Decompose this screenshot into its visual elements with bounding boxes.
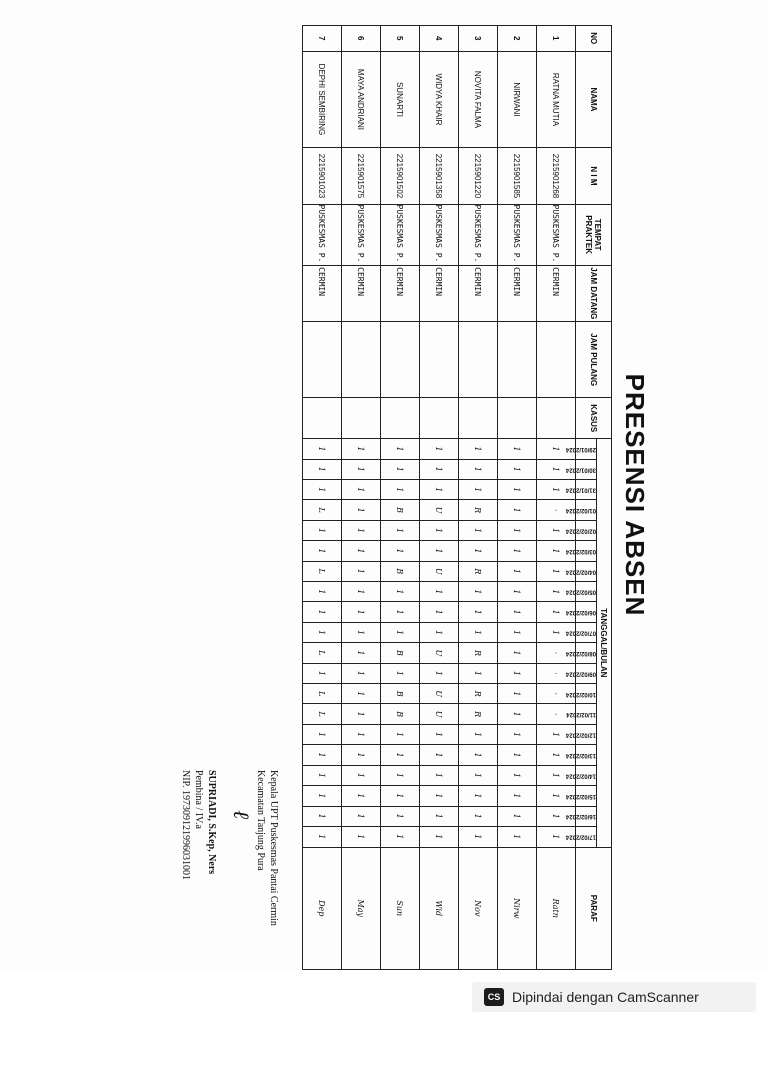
- header-nim: N I M: [576, 148, 612, 204]
- attendance-mark: 1: [303, 724, 342, 744]
- attendance-mark: 1: [459, 602, 498, 622]
- attendance-mark: 1: [498, 704, 537, 724]
- table-row: [342, 26, 381, 970]
- attendance-mark: L: [303, 704, 342, 724]
- attendance-mark: 1: [381, 745, 420, 765]
- row-jam-pulang: [459, 321, 498, 398]
- row-tempat: PUSKESMAS P. CERMIN: [498, 204, 537, 265]
- attendance-mark: 1: [303, 602, 342, 622]
- row-no: 4: [420, 26, 459, 52]
- attendance-mark: 1: [498, 826, 537, 847]
- attendance-mark: L: [303, 643, 342, 663]
- attendance-mark: 1: [303, 663, 342, 683]
- row-kasus: [420, 398, 459, 439]
- attendance-mark: B: [381, 500, 420, 520]
- attendance-mark: L: [303, 561, 342, 581]
- attendance-mark: 1: [537, 622, 576, 642]
- header-kasus: KASUS: [576, 398, 612, 439]
- row-nama: NIRWANI: [498, 51, 537, 148]
- attendance-mark: 1: [303, 439, 342, 459]
- attendance-mark: 1: [381, 663, 420, 683]
- attendance-mark: 1: [537, 745, 576, 765]
- date-header-18: 16/02/2024: [576, 806, 597, 826]
- attendance-mark: 1: [459, 622, 498, 642]
- attendance-mark: U: [420, 704, 459, 724]
- row-tempat: PUSKESMAS P. CERMIN: [303, 204, 342, 265]
- date-header-1: 30/01/2024: [576, 459, 597, 479]
- row-nim: 2215901220: [459, 148, 498, 204]
- row-nama: MAYA ANDRIANI: [342, 51, 381, 148]
- row-nama: SUNARTI: [381, 51, 420, 148]
- attendance-mark: 1: [498, 561, 537, 581]
- attendance-mark: ·: [537, 663, 576, 683]
- date-header-12: 10/02/2024: [576, 684, 597, 704]
- attendance-mark: 1: [381, 439, 420, 459]
- row-nama: WIDYA KHAIR: [420, 51, 459, 148]
- header-paraf: PARAF: [576, 847, 612, 970]
- attendance-mark: 1: [459, 765, 498, 785]
- attendance-mark: 1: [420, 745, 459, 765]
- row-no: 7: [303, 26, 342, 52]
- date-header-8: 06/02/2024: [576, 602, 597, 622]
- row-tempat: PUSKESMAS P. CERMIN: [342, 204, 381, 265]
- header-no: NO: [576, 26, 612, 52]
- date-header-9: 07/02/2024: [576, 622, 597, 642]
- row-kasus: [342, 398, 381, 439]
- attendance-mark: 1: [498, 541, 537, 561]
- attendance-mark: 1: [498, 745, 537, 765]
- attendance-mark: 1: [459, 724, 498, 744]
- attendance-mark: 1: [303, 480, 342, 500]
- row-no: 2: [498, 26, 537, 52]
- attendance-mark: 1: [459, 806, 498, 826]
- attendance-mark: 1: [303, 582, 342, 602]
- attendance-sheet: [270, 20, 660, 970]
- row-no: 6: [342, 26, 381, 52]
- attendance-mark: 1: [303, 520, 342, 540]
- attendance-mark: 1: [342, 459, 381, 479]
- attendance-mark: 1: [420, 602, 459, 622]
- row-jam-pulang: [537, 321, 576, 398]
- attendance-mark: 1: [381, 602, 420, 622]
- attendance-mark: 1: [459, 663, 498, 683]
- attendance-mark: 1: [537, 724, 576, 744]
- attendance-mark: 1: [381, 582, 420, 602]
- attendance-mark: 1: [303, 622, 342, 642]
- attendance-mark: 1: [381, 480, 420, 500]
- attendance-mark: 1: [459, 439, 498, 459]
- header-tempat: TEMPAT PRAKTEK: [576, 204, 612, 265]
- row-no: 5: [381, 26, 420, 52]
- attendance-mark: 1: [420, 582, 459, 602]
- attendance-mark: 1: [381, 786, 420, 806]
- row-kasus: [459, 398, 498, 439]
- attendance-mark: U: [420, 684, 459, 704]
- row-nim: 2215901585: [498, 148, 537, 204]
- attendance-mark: B: [381, 704, 420, 724]
- attendance-mark: 1: [420, 622, 459, 642]
- attendance-mark: 1: [498, 602, 537, 622]
- attendance-mark: 1: [420, 480, 459, 500]
- row-nama: DEPHI SEMBIRING: [303, 51, 342, 148]
- attendance-mark: 1: [381, 724, 420, 744]
- row-kasus: [303, 398, 342, 439]
- attendance-mark: 1: [498, 480, 537, 500]
- row-paraf-signature: Ratn: [537, 847, 576, 970]
- signature-block: [150, 770, 280, 1080]
- attendance-mark: 1: [381, 541, 420, 561]
- attendance-mark: 1: [498, 786, 537, 806]
- date-header-6: 04/02/2024: [576, 561, 597, 581]
- date-header-16: 14/02/2024: [576, 765, 597, 785]
- date-header-11: 09/02/2024: [576, 663, 597, 683]
- row-jam-pulang: [381, 321, 420, 398]
- attendance-mark: 1: [537, 582, 576, 602]
- attendance-mark: ·: [537, 643, 576, 663]
- attendance-mark: 1: [303, 765, 342, 785]
- attendance-mark: 1: [498, 765, 537, 785]
- attendance-mark: 1: [498, 439, 537, 459]
- attendance-mark: B: [381, 684, 420, 704]
- row-tempat: PUSKESMAS P. CERMIN: [420, 204, 459, 265]
- attendance-mark: 1: [303, 786, 342, 806]
- attendance-mark: 1: [342, 643, 381, 663]
- attendance-mark: 1: [303, 541, 342, 561]
- attendance-body: [303, 26, 576, 970]
- row-kasus: [498, 398, 537, 439]
- attendance-mark: 1: [342, 684, 381, 704]
- header-jam-datang: JAM DATANG: [576, 265, 612, 321]
- attendance-mark: 1: [459, 520, 498, 540]
- row-jam-pulang: [498, 321, 537, 398]
- attendance-mark: 1: [303, 826, 342, 847]
- attendance-mark: 1: [342, 745, 381, 765]
- attendance-mark: 1: [537, 786, 576, 806]
- date-header-14: 12/02/2024: [576, 724, 597, 744]
- attendance-mark: 1: [381, 826, 420, 847]
- row-paraf-signature: Nov: [459, 847, 498, 970]
- date-header-19: 17/02/2024: [576, 826, 597, 847]
- attendance-mark: 1: [342, 520, 381, 540]
- table-row: [381, 26, 420, 970]
- camscanner-watermark: [472, 982, 756, 1012]
- attendance-mark: R: [459, 561, 498, 581]
- attendance-mark: 1: [420, 826, 459, 847]
- attendance-mark: 1: [498, 806, 537, 826]
- attendance-mark: 1: [420, 765, 459, 785]
- attendance-mark: 1: [381, 459, 420, 479]
- attendance-mark: 1: [342, 602, 381, 622]
- row-kasus: [381, 398, 420, 439]
- attendance-mark: 1: [459, 541, 498, 561]
- attendance-mark: 1: [420, 806, 459, 826]
- attendance-mark: 1: [342, 541, 381, 561]
- camscanner-logo-icon: CS: [484, 988, 504, 1006]
- table-row: [537, 26, 576, 970]
- attendance-mark: 1: [498, 622, 537, 642]
- signer-rank: Pembina / IV.a: [193, 770, 204, 829]
- attendance-mark: 1: [459, 826, 498, 847]
- attendance-mark: 1: [537, 826, 576, 847]
- row-no: 1: [537, 26, 576, 52]
- attendance-mark: 1: [498, 582, 537, 602]
- date-header-17: 15/02/2024: [576, 786, 597, 806]
- row-paraf-signature: Sun: [381, 847, 420, 970]
- attendance-mark: ·: [537, 500, 576, 520]
- attendance-mark: 1: [381, 765, 420, 785]
- attendance-mark: 1: [420, 786, 459, 806]
- attendance-mark: 1: [303, 806, 342, 826]
- attendance-mark: 1: [537, 459, 576, 479]
- attendance-mark: R: [459, 704, 498, 724]
- row-tempat: PUSKESMAS P. CERMIN: [381, 204, 420, 265]
- row-no: 3: [459, 26, 498, 52]
- date-header-15: 13/02/2024: [576, 745, 597, 765]
- row-nama: NOVITA FALMA: [459, 51, 498, 148]
- row-tempat: PUSKESMAS P. CERMIN: [537, 204, 576, 265]
- row-paraf-signature: Nirw: [498, 847, 537, 970]
- attendance-mark: 1: [537, 765, 576, 785]
- attendance-mark: 1: [342, 500, 381, 520]
- row-nim: 2215901575: [342, 148, 381, 204]
- attendance-mark: 1: [537, 541, 576, 561]
- attendance-mark: 1: [303, 459, 342, 479]
- attendance-mark: U: [420, 561, 459, 581]
- header-row-top: [597, 26, 612, 970]
- row-paraf-signature: May: [342, 847, 381, 970]
- attendance-mark: 1: [498, 724, 537, 744]
- attendance-mark: 1: [498, 663, 537, 683]
- attendance-mark: 1: [381, 520, 420, 540]
- attendance-mark: 1: [303, 745, 342, 765]
- attendance-mark: 1: [498, 684, 537, 704]
- attendance-mark: 1: [381, 622, 420, 642]
- table-row: [459, 26, 498, 970]
- date-header-7: 05/02/2024: [576, 582, 597, 602]
- attendance-mark: R: [459, 684, 498, 704]
- attendance-mark: 1: [459, 459, 498, 479]
- attendance-mark: 1: [459, 480, 498, 500]
- row-paraf-signature: Dep: [303, 847, 342, 970]
- camscanner-text: Dipindai dengan CamScanner: [512, 989, 699, 1005]
- attendance-mark: 1: [420, 520, 459, 540]
- table-row: [420, 26, 459, 970]
- attendance-mark: 1: [498, 459, 537, 479]
- row-jam-pulang: [303, 321, 342, 398]
- attendance-mark: R: [459, 643, 498, 663]
- attendance-mark: L: [303, 684, 342, 704]
- row-tempat: PUSKESMAS P. CERMIN: [459, 204, 498, 265]
- attendance-mark: 1: [420, 459, 459, 479]
- attendance-mark: 1: [498, 500, 537, 520]
- attendance-mark: U: [420, 500, 459, 520]
- row-nim: 2215901268: [537, 148, 576, 204]
- attendance-mark: 1: [459, 582, 498, 602]
- attendance-mark: 1: [342, 622, 381, 642]
- attendance-mark: 1: [537, 602, 576, 622]
- attendance-mark: R: [459, 500, 498, 520]
- attendance-mark: 1: [537, 480, 576, 500]
- table-row: [303, 26, 342, 970]
- table-row: [498, 26, 537, 970]
- date-header-5: 03/02/2024: [576, 541, 597, 561]
- attendance-mark: 1: [459, 786, 498, 806]
- signer-office: Kepala UPT Puskesmas Pantai Cermin: [268, 770, 279, 926]
- attendance-mark: 1: [342, 663, 381, 683]
- date-header-3: 01/02/2024: [576, 500, 597, 520]
- attendance-mark: 1: [537, 520, 576, 540]
- row-nim: 2215901502: [381, 148, 420, 204]
- attendance-mark: B: [381, 643, 420, 663]
- row-nim: 2215901023: [303, 148, 342, 204]
- attendance-mark: 1: [342, 826, 381, 847]
- attendance-mark: 1: [342, 765, 381, 785]
- attendance-table: [302, 25, 612, 970]
- date-header-10: 08/02/2024: [576, 643, 597, 663]
- header-nama: NAMA: [576, 51, 612, 148]
- attendance-mark: 1: [342, 582, 381, 602]
- attendance-mark: 1: [381, 806, 420, 826]
- attendance-mark: ·: [537, 704, 576, 724]
- attendance-mark: 1: [420, 663, 459, 683]
- attendance-mark: 1: [420, 724, 459, 744]
- attendance-mark: 1: [342, 439, 381, 459]
- attendance-mark: 1: [537, 439, 576, 459]
- attendance-mark: 1: [420, 541, 459, 561]
- row-nama: RATNA MUTIA: [537, 51, 576, 148]
- row-kasus: [537, 398, 576, 439]
- row-paraf-signature: Wid: [420, 847, 459, 970]
- attendance-mark: U: [420, 643, 459, 663]
- attendance-mark: 1: [342, 806, 381, 826]
- attendance-mark: 1: [498, 643, 537, 663]
- attendance-mark: 1: [342, 561, 381, 581]
- attendance-mark: B: [381, 561, 420, 581]
- row-jam-pulang: [420, 321, 459, 398]
- attendance-mark: 1: [498, 520, 537, 540]
- attendance-mark: L: [303, 500, 342, 520]
- date-header-2: 31/01/2024: [576, 480, 597, 500]
- header-jam-pulang: JAM PULANG: [576, 321, 612, 398]
- date-header-13: 11/02/2024: [576, 704, 597, 724]
- attendance-mark: ·: [537, 684, 576, 704]
- attendance-mark: 1: [342, 724, 381, 744]
- date-header-4: 02/02/2024: [576, 520, 597, 540]
- attendance-mark: 1: [537, 561, 576, 581]
- attendance-mark: 1: [537, 806, 576, 826]
- signer-district: Kecamatan Tanjung Pura: [255, 770, 266, 871]
- page-title: PRESENSI ABSEN: [620, 373, 650, 617]
- row-jam-pulang: [342, 321, 381, 398]
- date-header-0: 29/01/2024: [576, 439, 597, 459]
- handwritten-signature: ℓ: [228, 810, 253, 820]
- attendance-mark: 1: [342, 704, 381, 724]
- signer-name: SUPRIADI, S.Kep, Ners: [206, 770, 217, 875]
- header-tanggal: TANGGAL/BULAN: [597, 439, 612, 847]
- attendance-mark: 1: [342, 480, 381, 500]
- attendance-mark: 1: [459, 745, 498, 765]
- attendance-mark: 1: [420, 439, 459, 459]
- attendance-mark: 1: [342, 786, 381, 806]
- row-nim: 2215901358: [420, 148, 459, 204]
- signer-nip: NIP. 197309121996031001: [180, 770, 191, 881]
